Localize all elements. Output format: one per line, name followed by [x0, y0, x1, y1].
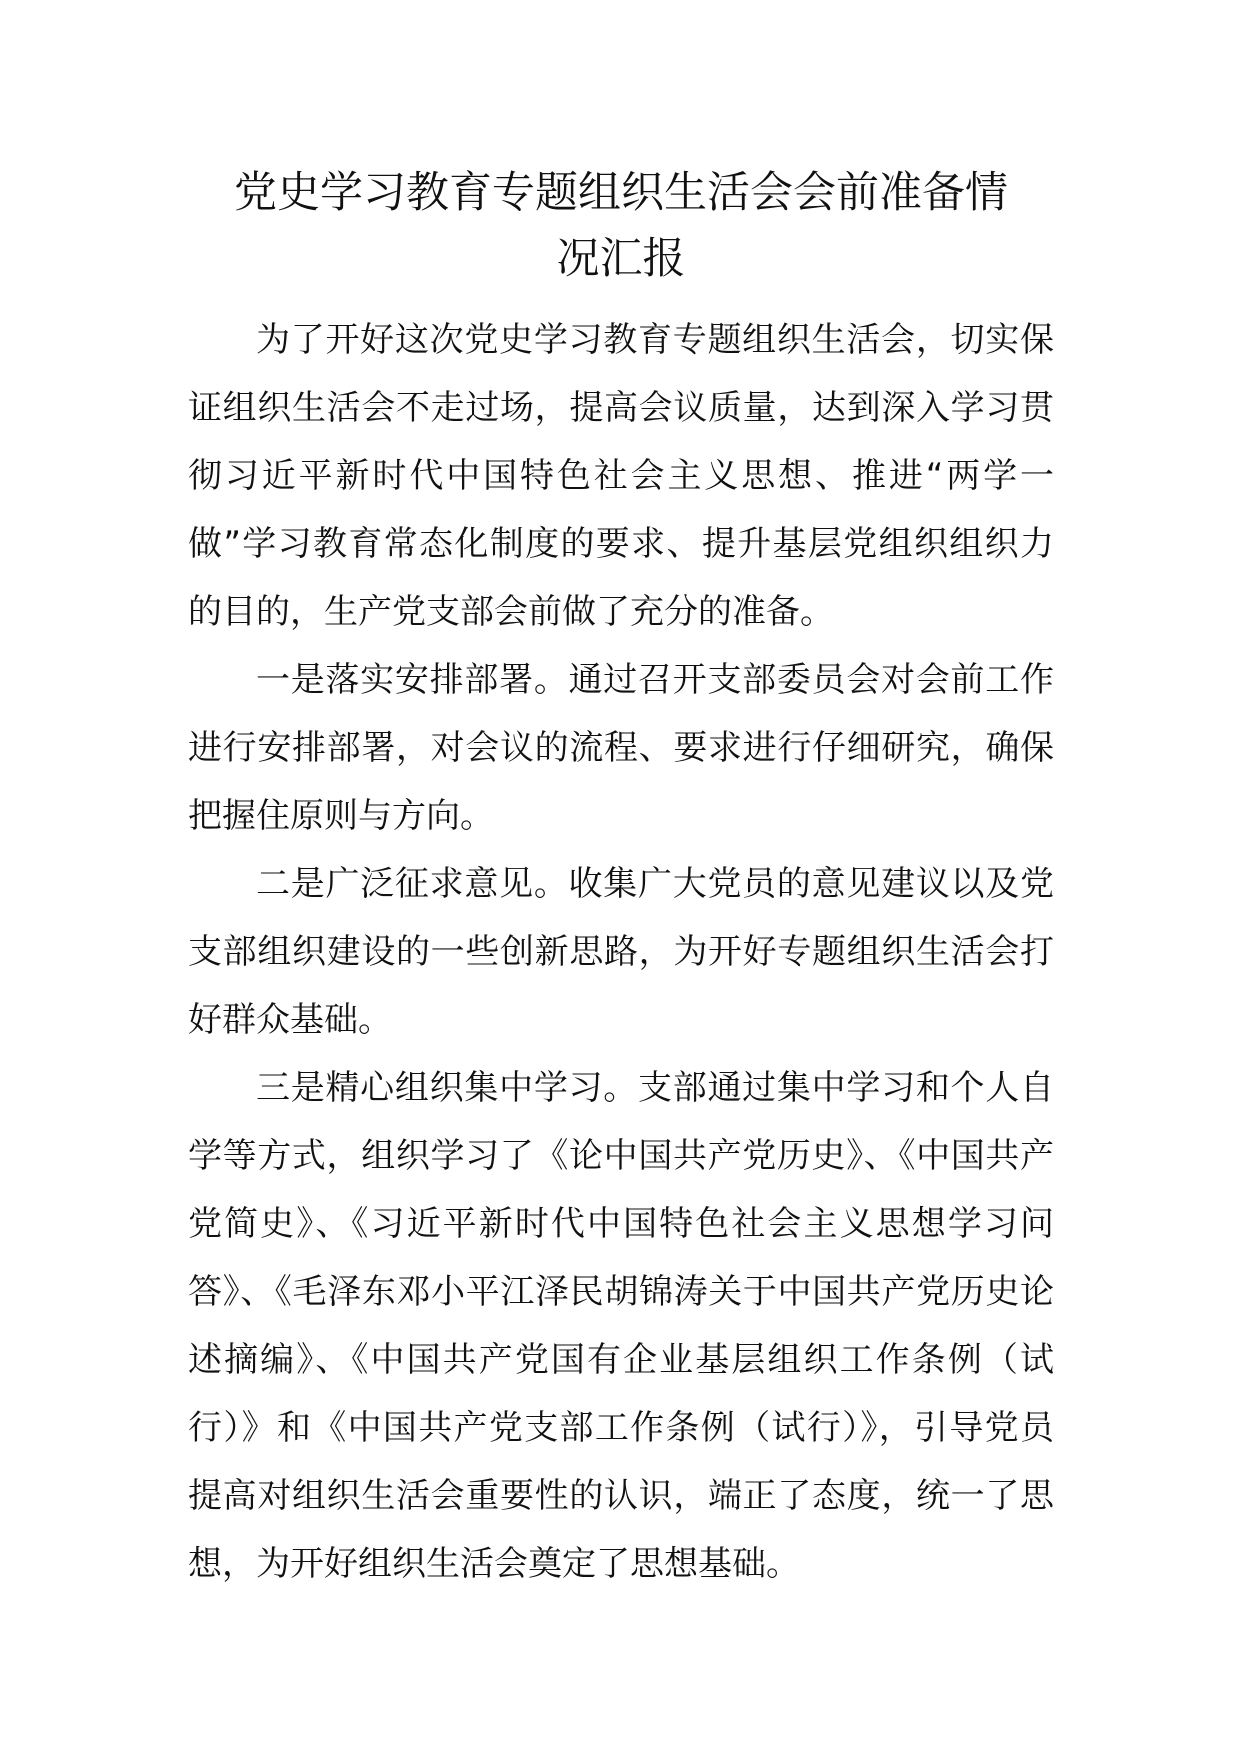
title-line-2: 况汇报 — [556, 234, 686, 284]
title-line-1: 党史学习教育专题组织生活会会前准备情 — [234, 168, 1008, 218]
paragraph-study: 三是精心组织集中学习。支部通过集中学习和个人自学等方式，组织学习了《论中国共产党历史》、《中国共产党简史》、《习近平新时代中国特色社会主义思想学习问答》、《毛泽东邓小平江泽民胡锦涛关于中国共产党历史论述摘编》、《中国共产党国有企业基层组织工作条例（试行）》和《中国共产党支部工作条例（试行）》，引导党员提高对组织生活会重要性的认识，端正了态度，统一了思想，为开好组织生活会奠定了思想基础。 — [188, 1068, 1054, 1584]
document-page — [188, 160, 1054, 1598]
document-body — [188, 306, 1054, 1598]
paragraph-deployment: 一是落实安排部署。通过召开支部委员会对会前工作进行安排部署，对会议的流程、要求进行仔细研究，确保把握住原则与方向。 — [188, 660, 1054, 836]
document-title — [188, 160, 1054, 292]
paragraph-intro: 为了开好这次党史学习教育专题组织生活会，切实保证组织生活会不走过场，提高会议质量，达到深入学习贯彻习近平新时代中国特色社会主义思想、推进“两学一做”学习教育常态化制度的要求、提升基层党组织组织力的目的，生产党支部会前做了充分的准备。 — [188, 320, 1054, 632]
paragraph-opinions: 二是广泛征求意见。收集广大党员的意见建议以及党支部组织建设的一些创新思路，为开好专题组织生活会打好群众基础。 — [188, 864, 1054, 1040]
